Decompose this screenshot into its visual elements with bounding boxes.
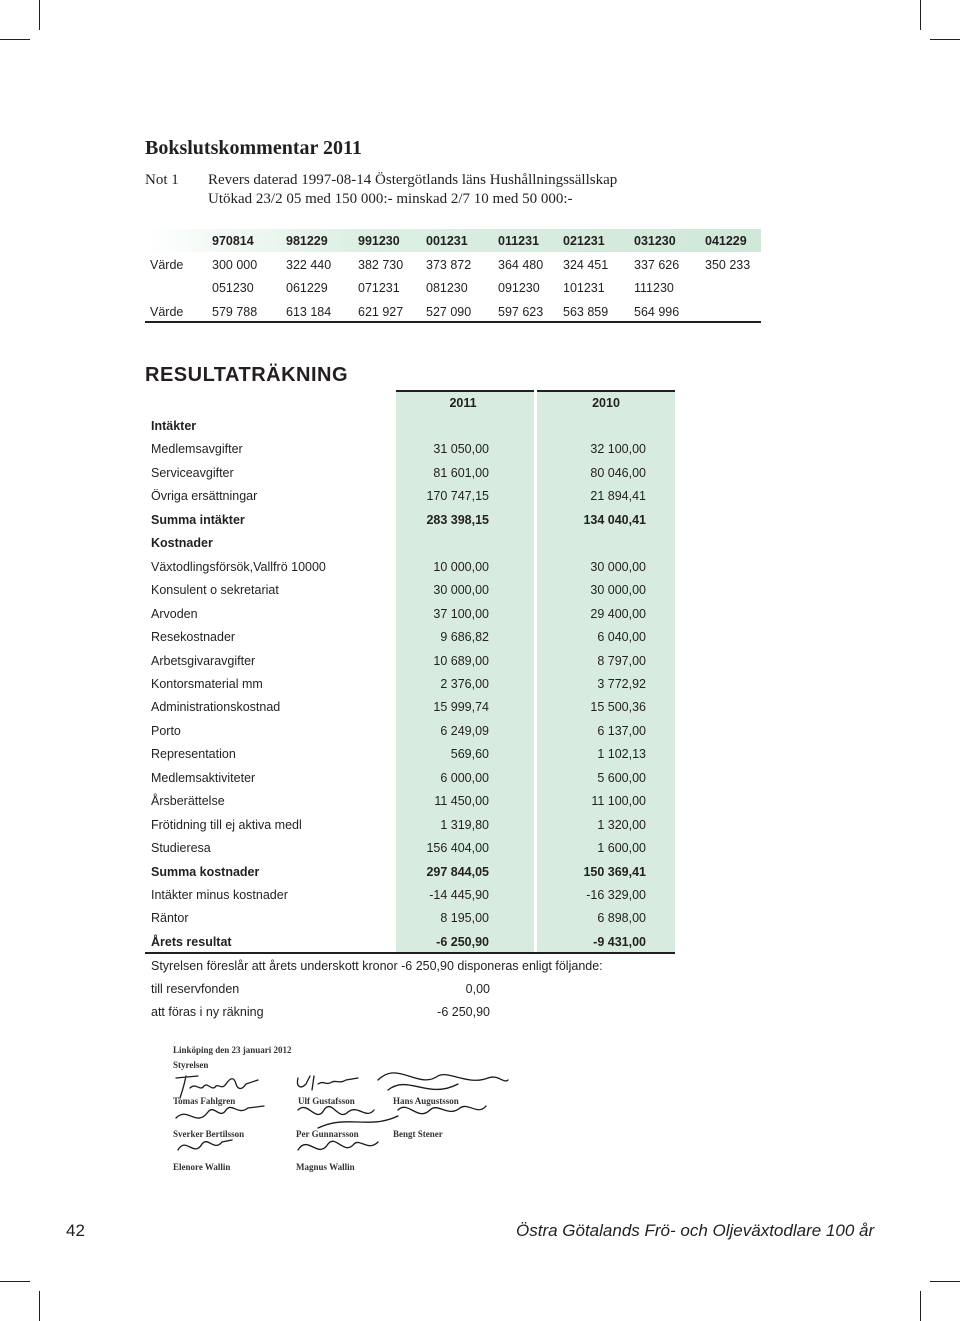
- value-2010: 6 898,00: [597, 911, 646, 926]
- value-cell: 350 233: [705, 258, 751, 272]
- value-2010: 5 600,00: [597, 770, 646, 785]
- crop-mark: [920, 0, 921, 30]
- row-label: Serviceavgifter: [151, 465, 234, 480]
- place-date: Linköping den 23 januari 2012: [173, 1045, 292, 1055]
- value-2011: 297 844,05: [426, 864, 489, 879]
- statement-row: [151, 583, 646, 603]
- proposal-row: [151, 1005, 490, 1019]
- statement-row: [151, 700, 646, 720]
- statement-row: [151, 677, 646, 697]
- value-2011: -6 250,90: [436, 934, 489, 949]
- row-label: Arbetsgivaravgifter: [151, 653, 256, 668]
- statement-row: [151, 654, 646, 674]
- row-label: Arvoden: [151, 606, 198, 621]
- row-label: Summa kostnader: [151, 864, 260, 879]
- proposal-value: 0,00: [465, 982, 490, 996]
- signatory-name: Tomas Fahlgren: [173, 1096, 236, 1106]
- value-2010: 21 894,41: [590, 489, 646, 504]
- value-cell: 613 184: [286, 305, 332, 319]
- section-heading: RESULTATRÄKNING: [145, 364, 349, 386]
- statement-row: [151, 841, 646, 861]
- statement-row: [151, 794, 646, 814]
- row-label: Resekostnader: [151, 630, 236, 645]
- row-label: Summa intäkter: [151, 512, 245, 527]
- rule: [537, 390, 675, 392]
- value-cell: 382 730: [358, 258, 404, 272]
- date-cell: 071231: [358, 281, 400, 295]
- value-2011: 283 398,15: [426, 512, 489, 527]
- signatory-name: Ulf Gustafsson: [298, 1096, 355, 1106]
- row-label: Frötidning till ej aktiva medl: [151, 817, 302, 832]
- value-2011: 37 100,00: [433, 606, 489, 621]
- statement-row: [151, 771, 646, 791]
- row-label: Konsulent o sekretariat: [151, 583, 279, 598]
- value-cell: 322 440: [286, 258, 332, 272]
- crop-mark: [930, 1281, 960, 1282]
- value-2011: 8 195,00: [440, 911, 489, 926]
- value-2011: 6 249,09: [440, 723, 489, 738]
- statement-row: [151, 466, 646, 486]
- date-cell: 091230: [498, 281, 540, 295]
- proposal-value: -6 250,90: [437, 1005, 490, 1019]
- page-title: Bokslutskommentar 2011: [145, 137, 362, 159]
- statement-row: [151, 865, 646, 885]
- value-2010: -16 329,00: [586, 888, 646, 902]
- value-2010: 1 600,00: [597, 841, 646, 856]
- statement-row: [151, 536, 646, 556]
- crop-mark: [0, 39, 30, 40]
- value-2011: 156 404,00: [426, 841, 489, 856]
- note-line: Utökad 23/2 05 med 150 000:- minskad 2/7 10 med 50 000:-: [208, 191, 573, 207]
- signatory-name: Per Gunnarsson: [296, 1129, 359, 1139]
- page-number: 42: [66, 1221, 85, 1240]
- statement-row: [151, 747, 646, 767]
- row-label: Studieresa: [151, 841, 211, 856]
- rule: [145, 952, 675, 954]
- value-cell: 621 927: [358, 305, 404, 319]
- value-2010: 3 772,92: [597, 676, 646, 691]
- value-2011: 2 376,00: [440, 676, 489, 691]
- value-2010: 15 500,36: [590, 700, 646, 715]
- value-2010: 134 040,41: [583, 512, 646, 527]
- signatory-name: Hans Augustsson: [393, 1096, 459, 1106]
- date-cell: 101231: [563, 281, 605, 295]
- value-cell: 597 623: [498, 305, 544, 319]
- value-2010: 150 369,41: [583, 864, 646, 879]
- value-2011: 170 747,15: [426, 489, 489, 504]
- crop-mark: [39, 0, 40, 30]
- value-cell: 324 451: [563, 258, 609, 272]
- note-number: Not 1: [145, 172, 179, 188]
- statement-row: [151, 724, 646, 744]
- board-label: Styrelsen: [173, 1060, 209, 1070]
- signatory-name: Magnus Wallin: [296, 1162, 355, 1172]
- value-2010: 1 102,13: [597, 747, 646, 762]
- value-cell: 579 788: [212, 305, 258, 319]
- row-label: Växtodlingsförsök,Vallfrö 10000: [151, 559, 326, 574]
- year-header-2011: 2011: [449, 396, 477, 410]
- value-2011: 6 000,00: [440, 770, 489, 785]
- value-2010: -9 431,00: [593, 934, 646, 949]
- crop-mark: [39, 1291, 40, 1321]
- date-cell: 051230: [212, 281, 254, 295]
- value-cell: 337 626: [634, 258, 680, 272]
- date-cell: 970814: [212, 234, 254, 248]
- crop-mark: [920, 1291, 921, 1321]
- crop-mark: [0, 1281, 30, 1282]
- statement-row: [151, 911, 646, 931]
- value-2010: 6 137,00: [597, 723, 646, 738]
- revers-value-table: [145, 229, 761, 323]
- date-cell: 041229: [705, 234, 747, 248]
- row-label: Medlemsaktiviteter: [151, 770, 256, 785]
- proposal-label: att föras i ny räkning: [151, 1005, 264, 1019]
- signatory-names: [173, 1096, 459, 1172]
- row-label: Representation: [151, 747, 236, 762]
- statement-row: [151, 630, 646, 650]
- value-cell: 300 000: [212, 258, 258, 272]
- value-2011: 10 000,00: [433, 559, 489, 574]
- value-2011: 31 050,00: [433, 442, 489, 457]
- proposal-text: Styrelsen föreslår att årets underskott kronor -6 250,90 disponeras enligt följande:: [151, 959, 603, 973]
- value-2011: 569,60: [450, 747, 489, 762]
- row-label: Värde: [150, 258, 184, 272]
- proposal-row: [151, 982, 490, 996]
- statement-row: [151, 888, 646, 908]
- value-2011: -14 445,90: [429, 888, 489, 902]
- value-2011: 30 000,00: [433, 583, 489, 598]
- row-label: Värde: [150, 305, 184, 319]
- signatory-name: Elenore Wallin: [173, 1162, 231, 1172]
- statement-row: [151, 560, 646, 580]
- date-cell: 981229: [286, 234, 328, 248]
- date-cell: 081230: [426, 281, 468, 295]
- value-cell: 527 090: [426, 305, 472, 319]
- proposal-label: till reservfonden: [151, 982, 240, 996]
- value-cell: 364 480: [498, 258, 544, 272]
- value-2010: 80 046,00: [590, 465, 646, 480]
- row-label: Årsberättelse: [151, 794, 225, 809]
- value-2010: 6 040,00: [597, 630, 646, 645]
- statement-row: [151, 818, 646, 838]
- value-2011: 11 450,00: [434, 794, 489, 809]
- row-label: Intäkter minus kostnader: [151, 888, 288, 902]
- date-cell: 991230: [358, 234, 400, 248]
- value-2011: 9 686,82: [440, 630, 489, 645]
- statement-row: [151, 607, 646, 627]
- value-2010: 30 000,00: [590, 583, 646, 598]
- value-2010: 8 797,00: [597, 653, 646, 668]
- row-label: Kostnader: [151, 536, 213, 551]
- date-cell: 001231: [426, 234, 468, 248]
- value-cell: 563 859: [563, 305, 609, 319]
- crop-mark: [930, 39, 960, 40]
- date-cell: 021231: [563, 234, 605, 248]
- signatory-name: Sverker Bertilsson: [173, 1129, 245, 1139]
- row-label: Medlemsavgifter: [151, 442, 243, 457]
- value-2010: 29 400,00: [590, 606, 646, 621]
- statement-row: [151, 489, 646, 509]
- rule: [396, 390, 534, 392]
- value-2010: 30 000,00: [590, 559, 646, 574]
- value-cell: 373 872: [426, 258, 472, 272]
- value-2010: 11 100,00: [591, 794, 646, 809]
- publication-title: Östra Götalands Frö- och Oljeväxtodlare 100 år: [516, 1221, 875, 1240]
- statement-row: [151, 419, 646, 439]
- row-label: Kontorsmaterial mm: [151, 676, 263, 691]
- statement-row: [151, 442, 646, 462]
- date-cell: 011231: [498, 234, 540, 248]
- value-2011: 81 601,00: [433, 465, 489, 480]
- row-label: Övriga ersättningar: [151, 489, 258, 504]
- date-cell: 111230: [634, 281, 674, 295]
- statement-row: [151, 513, 646, 533]
- signatory-name: Bengt Stener: [393, 1129, 443, 1139]
- note-line: Revers daterad 1997-08-14 Östergötlands läns Hushållningssällskap: [208, 172, 618, 188]
- value-2011: 15 999,74: [433, 700, 489, 715]
- date-cell: 061229: [286, 281, 328, 295]
- row-label: Årets resultat: [151, 934, 232, 949]
- value-2010: 1 320,00: [597, 817, 646, 832]
- value-2011: 10 689,00: [433, 653, 489, 668]
- signature-block: [168, 1040, 513, 1180]
- row-label: Administrationskostnad: [151, 700, 281, 715]
- year-header-2010: 2010: [592, 396, 620, 410]
- value-cell: 564 996: [634, 305, 680, 319]
- row-label: Intäkter: [151, 419, 197, 433]
- income-statement: [145, 390, 675, 954]
- row-label: Räntor: [151, 911, 189, 926]
- value-2011: 1 319,80: [440, 817, 489, 832]
- row-label: Porto: [151, 723, 181, 738]
- value-2010: 32 100,00: [590, 442, 646, 457]
- date-cell: 031230: [634, 234, 676, 248]
